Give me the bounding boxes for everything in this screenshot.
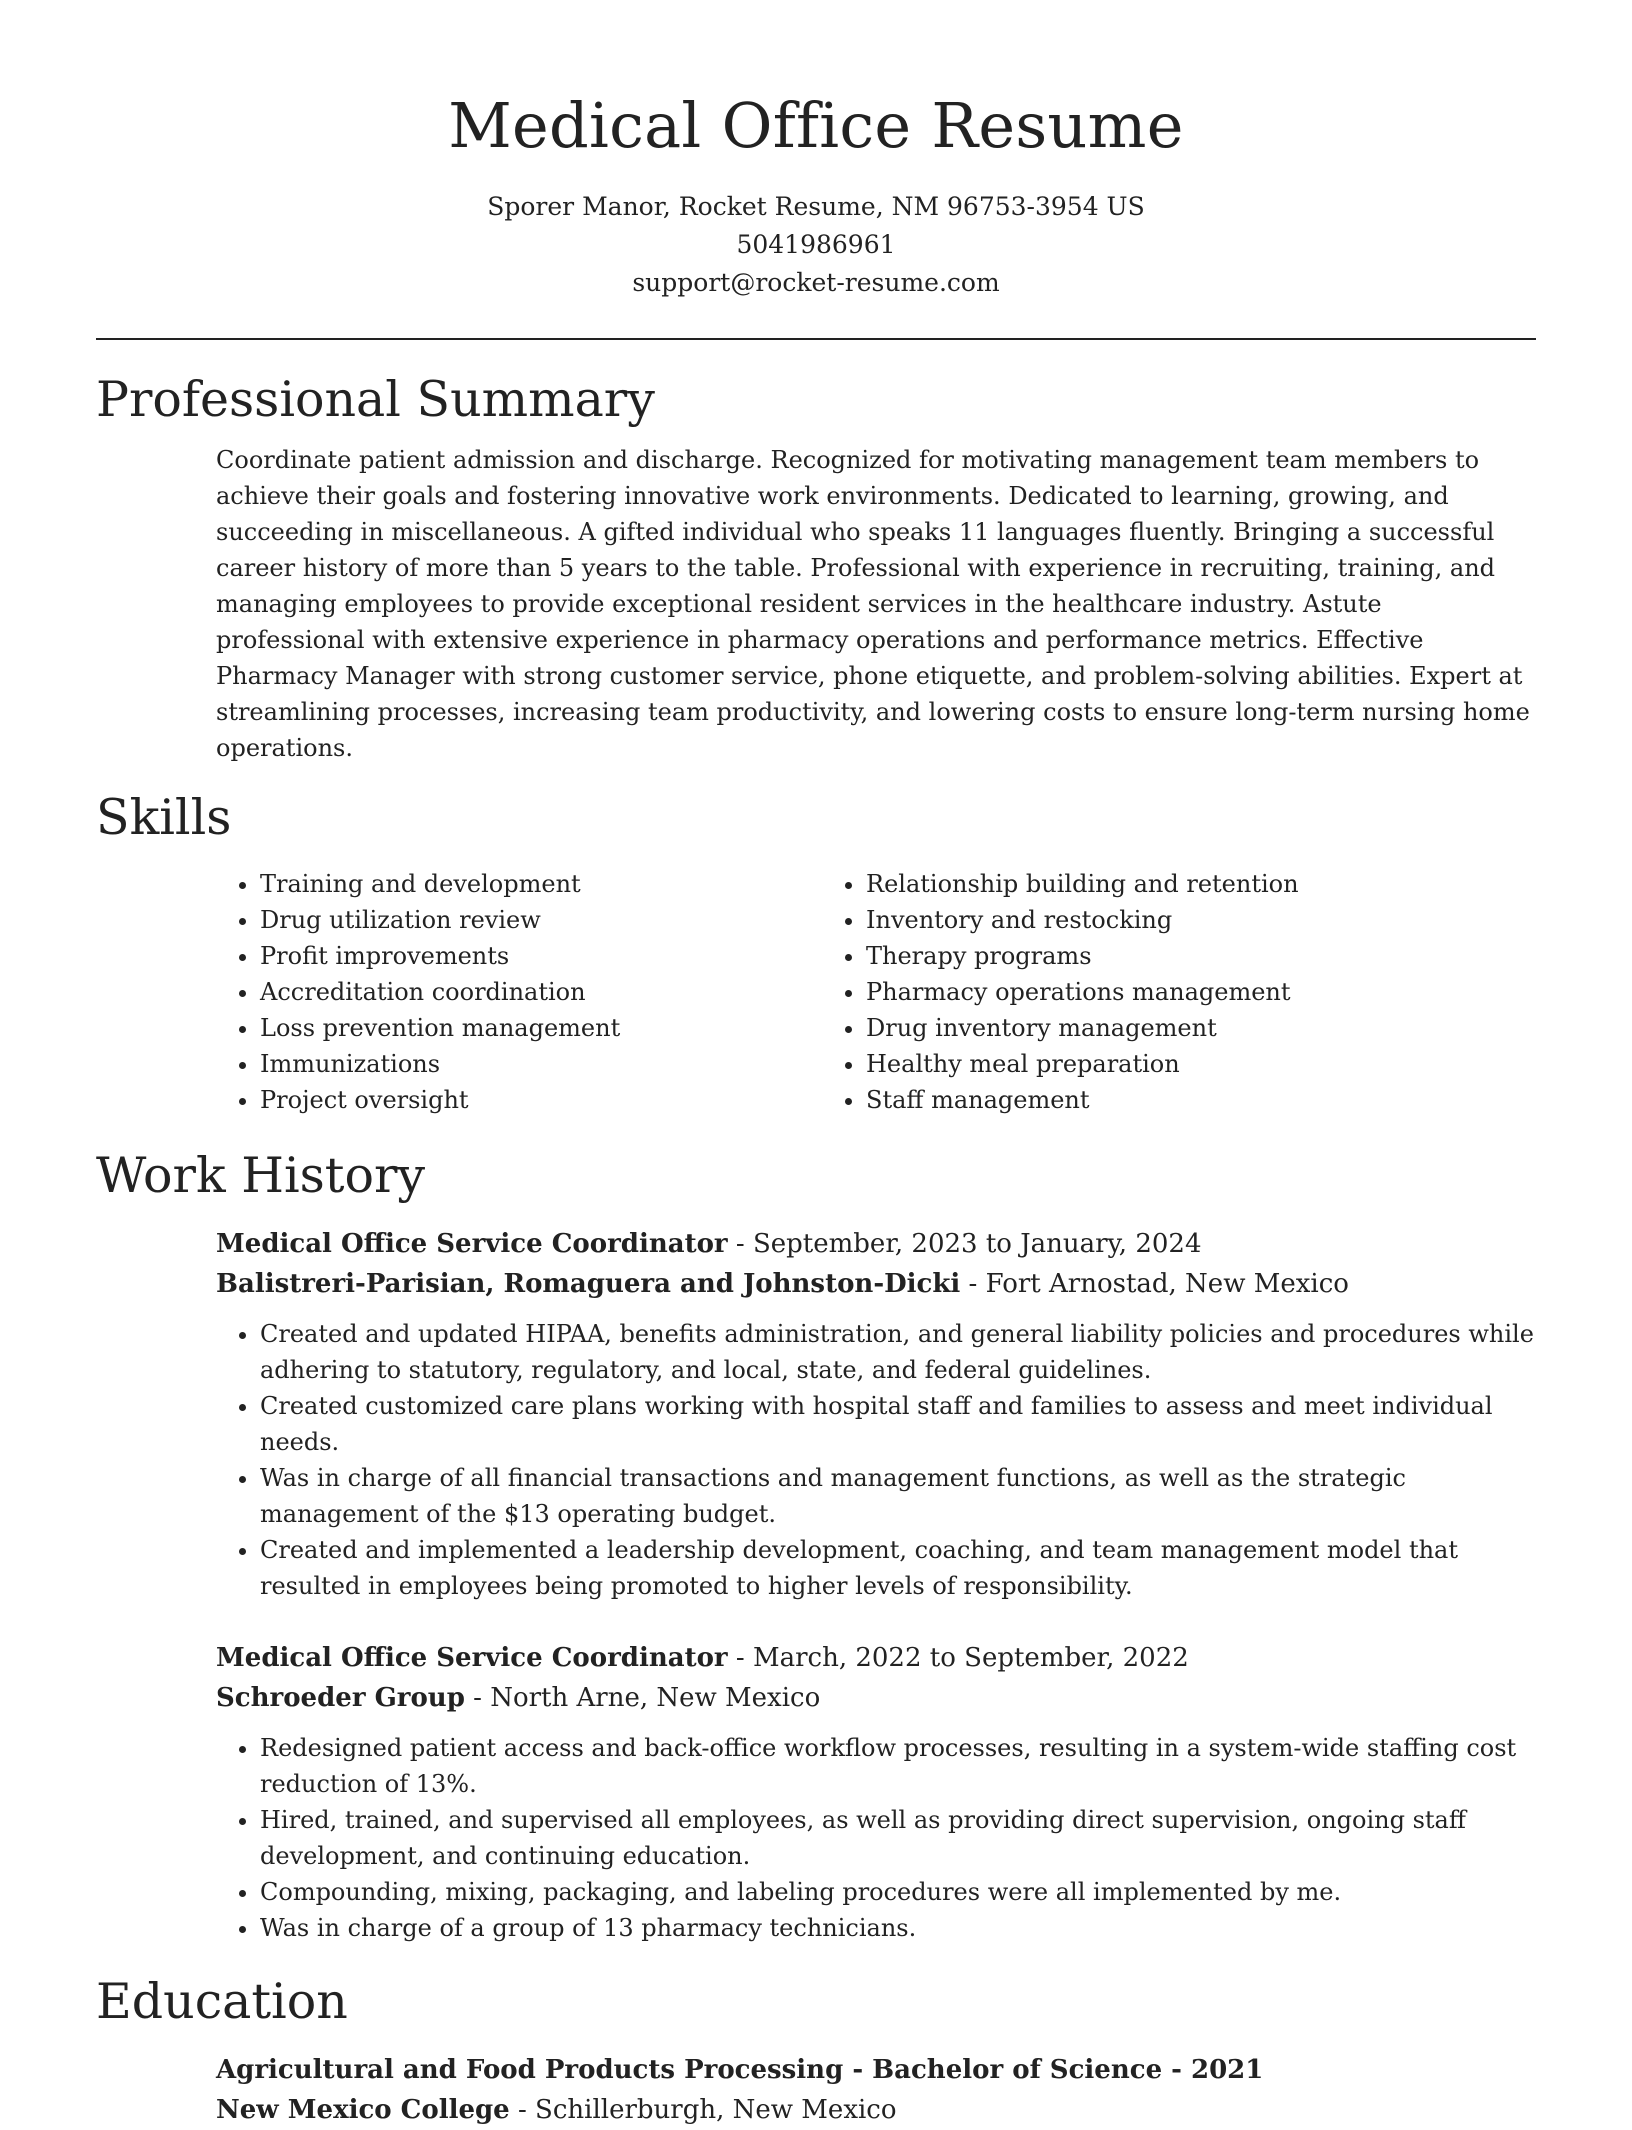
skill-item: • Relationship building and retention [866,866,1428,902]
skill-item: • Loss prevention management [260,1010,822,1046]
education-school: New Mexico College [216,2095,510,2125]
skills-section [96,786,1536,1118]
header-divider [96,338,1536,340]
job-bullet: • Created and implemented a leadership development, coaching, and team management model that resulted in employees being promoted to higher levels of responsibility. [260,1532,1536,1604]
job-role: Medical Office Service Coordinator [216,1643,728,1673]
skill-item: • Pharmacy operations management [866,974,1428,1010]
job-company: Balistreri-Parisian, Romaguera and Johnston-Dicki [216,1269,961,1299]
skills-heading: Skills [96,789,232,846]
work-history-section [96,1144,1536,1946]
skill-item: • Profit improvements [260,938,822,974]
education-school-line [216,2090,1536,2130]
job-entry [216,1638,1536,1946]
contact-block [96,188,1536,302]
job-title-line [216,1638,1536,1678]
job-title-line [216,1224,1536,1264]
summary-heading: Professional Summary [96,371,655,428]
job-location: - North Arne, New Mexico [464,1683,821,1713]
job-dates: - September, 2023 to January, 2024 [727,1229,1202,1259]
skill-item: • Inventory and restocking [866,902,1428,938]
job-bullet: • Compounding, mixing, packaging, and labeling procedures were all implemented by me. [260,1874,1536,1910]
contact-phone: 5041986961 [736,230,896,259]
contact-email: support@rocket-resume.com [632,268,1000,297]
job-entry [216,1224,1536,1604]
job-dates: - March, 2022 to September, 2022 [727,1643,1189,1673]
job-bullet: • Redesigned patient access and back-office workflow processes, resulting in a system-wide staffing cost reduction of 13%. [260,1730,1536,1802]
resume-title: Medical Office Resume [448,89,1184,162]
education-degree-line [216,2050,1536,2090]
education-section [96,1970,1536,2130]
job-bullet: • Created customized care plans working with hospital staff and families to assess and meet individual needs. [260,1388,1536,1460]
education-heading: Education [96,1973,348,2030]
job-bullet: • Hired, trained, and supervised all employees, as well as providing direct supervision, ongoing staff development, and continuing education. [260,1802,1536,1874]
job-bullet-list [216,1316,1536,1604]
job-company-line [216,1678,1536,1718]
skill-item: • Immunizations [260,1046,822,1082]
skills-grid [216,866,1536,1118]
education-degree: Agricultural and Food Products Processing - Bachelor of Science - 2021 [216,2055,1264,2085]
job-bullet: • Was in charge of a group of 13 pharmacy technicians. [260,1910,1536,1946]
skill-item: • Drug utilization review [260,902,822,938]
summary-section [96,368,1536,766]
contact-address: Sporer Manor, Rocket Resume, NM 96753-3954 US [487,192,1145,221]
skills-list-right [822,866,1428,1118]
work-history-heading: Work History [96,1147,426,1204]
education-entry [216,2050,1536,2130]
job-bullet-list [216,1730,1536,1946]
skill-item: • Therapy programs [866,938,1428,974]
job-bullet: • Was in charge of all financial transactions and management functions, as well as the strategic management of the $13 operating budget. [260,1460,1536,1532]
job-location: - Fort Arnostad, New Mexico [960,1269,1349,1299]
summary-text: Coordinate patient admission and discharge. Recognized for motivating management team members to achieve their goals and fostering innovative work environments. Dedicated to learning, growing, and succeeding in miscellaneous. A gifted individual who speaks 11 languages fluently. Bringing a successful career history of more than 5 years to the table. Professional with experience in recruiting, training, and managing employees to provide exceptional resident services in the healthcare industry. Astute professional with extensive experience in pharmacy operations and performance metrics. Effective Pharmacy Manager with strong customer service, phone etiquette, and problem-solving abilities. Expert at streamlining processes, increasing team productivity, and lowering costs to ensure long-term nursing home operations. [216,446,1530,762]
job-role: Medical Office Service Coordinator [216,1229,728,1259]
job-company-line [216,1264,1536,1304]
job-company: Schroeder Group [216,1683,465,1713]
skill-item: • Drug inventory management [866,1010,1428,1046]
skill-item: • Healthy meal preparation [866,1046,1428,1082]
skill-item: • Project oversight [260,1082,822,1118]
education-location: - Schillerburgh, New Mexico [509,2095,897,2125]
skill-item: • Training and development [260,866,822,902]
skill-item: • Accreditation coordination [260,974,822,1010]
job-bullet: • Created and updated HIPAA, benefits administration, and general liability policies and procedures while adhering to statutory, regulatory, and local, state, and federal guidelines. [260,1316,1536,1388]
skill-item: • Staff management [866,1082,1428,1118]
resume-header [96,0,1536,302]
skills-list-left [216,866,822,1118]
